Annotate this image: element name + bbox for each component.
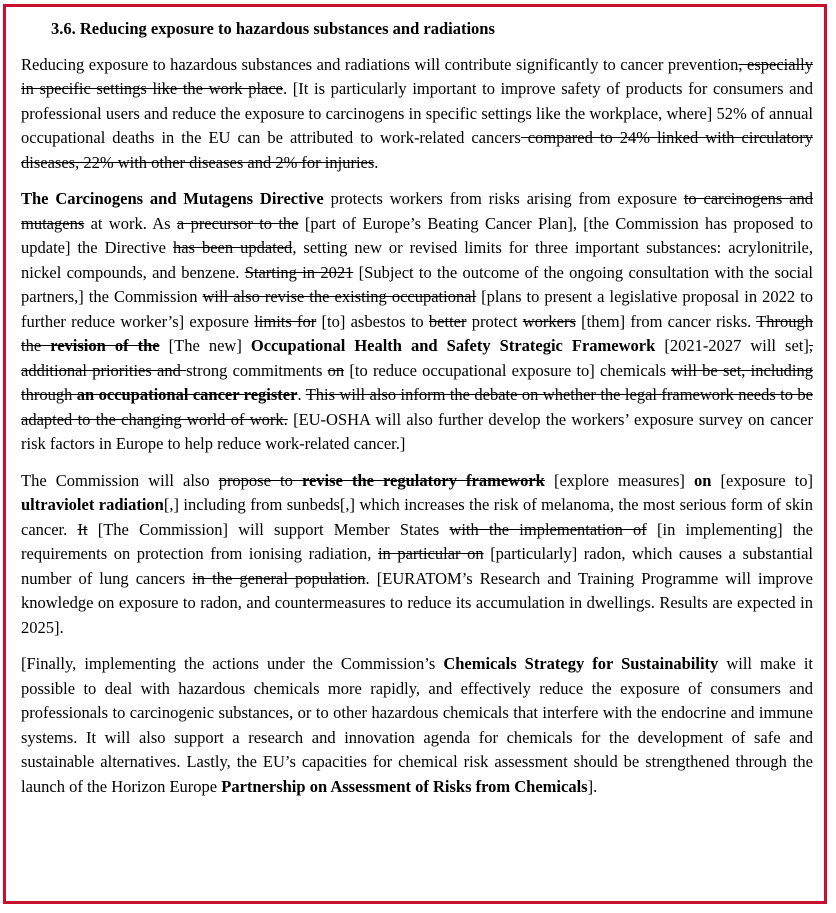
section-heading: 3.6. Reducing exposure to hazardous substances and radiations [51, 19, 495, 38]
text-run: ]. [587, 776, 598, 796]
deleted-text: better [428, 311, 467, 331]
deleted-text: on [327, 360, 345, 380]
deleted-text: has been updated [172, 238, 293, 257]
text-run: [2021-2027 will set] [655, 336, 809, 355]
paragraph [21, 187, 813, 457]
text-run: , setting new or revised limits for three important substances: acrylonitrile, nickel compounds, and benzene. [21, 238, 813, 282]
text-run: [,] including from sunbeds[,] which increases the risk of melanoma, the most serious form of skin cancer. [21, 495, 813, 539]
deleted-text: will be set, including through [21, 360, 813, 404]
text-run: [EU-OSHA will also further develop the workers’ exposure survey on cancer risk factors in Europe to help reduce work-related cancer.] [21, 409, 813, 453]
text-run: . [374, 152, 379, 172]
deleted-text: in the general population [192, 568, 366, 588]
deleted-text: , additional priorities and [21, 336, 813, 380]
text-run: The Commission will also [21, 470, 219, 490]
text-run: . [297, 385, 306, 404]
bold-text: The Carcinogens and Mutagens Directive [21, 189, 324, 208]
document-frame [3, 4, 827, 904]
section-body [21, 53, 813, 800]
deleted-text: with the implementation of [449, 519, 647, 539]
text-run: protects workers from risks arising from exposure [323, 189, 684, 208]
bold-text: Partnership on Assessment of Risks from Chemicals [221, 776, 588, 796]
paragraph [21, 53, 813, 176]
deleted-text: in particular on [377, 544, 484, 563]
deleted-text: will also revise the existing occupational [202, 287, 477, 306]
text-run: strong commitments [186, 360, 328, 380]
deleted-bold-text: revise the regulatory framework [301, 470, 545, 490]
paragraph [21, 469, 813, 641]
deleted-text: Through the [21, 311, 814, 355]
text-run: will make it possible to deal with hazardous chemicals more rapidly, and effectively reduce the exposure of consumers and professionals to carcinogenic substances, or to other hazardous chemicals that interfere with the endocrine and immune systems. It will also support a research and innovation agenda for chemicals for the development of safe and sustainable alternatives. Lastly, the EU’s capacities for chemical risk assessment should be strengthened through the launch of the Horizon Europe [21, 654, 813, 796]
deleted-bold-text: an occupational cancer register [76, 385, 298, 404]
bold-text: ultraviolet radiation [21, 495, 164, 514]
deleted-text: workers [522, 311, 576, 331]
text-run: [in implementing] the requirements on protection from ionising radiation, [21, 519, 813, 563]
text-run: [plans to present a legislative proposal in 2022 to further reduce worker’s] exposure [21, 287, 814, 331]
deleted-text: , especially in specific settings like the work place [21, 54, 813, 98]
document-content [21, 17, 813, 811]
deleted-text: It [77, 519, 88, 539]
text-run: protect [466, 311, 523, 331]
text-run: [Subject to the outcome of the ongoing consultation with the social partners,] the Commission [21, 262, 813, 306]
text-run: at work. As [84, 213, 177, 233]
bold-text: Occupational Health and Safety Strategic Framework [250, 336, 656, 355]
deleted-text: to carcinogens and mutagens [21, 189, 814, 233]
text-run: [to] asbestos to [316, 311, 429, 331]
text-run: Reducing exposure to hazardous substances and radiations will contribute significantly to cancer prevention [21, 54, 739, 74]
text-run: [to reduce occupational exposure to] chemicals [344, 360, 672, 380]
text-run: [Finally, implementing the actions under the Commission’s [21, 654, 444, 673]
bold-text: Chemicals Strategy for Sustainability [443, 654, 719, 673]
deleted-text: limits for [254, 311, 317, 331]
deleted-bold-text: revision of the [50, 336, 160, 355]
bold-text: on [693, 470, 712, 490]
text-run: . [EURATOM’s Research and Training Programme will improve knowledge on exposure to radon, and countermeasures to reduce its accumulation in dwellings. Results are expected in 2025]. [21, 568, 813, 637]
text-run: [explore measures] [544, 470, 694, 490]
deleted-text: Starting in 2021 [244, 262, 354, 282]
text-run: [exposure to] [711, 470, 813, 490]
paragraph [21, 652, 813, 799]
deleted-text: compared to 24% linked with circulatory diseases, 22% with other diseases and 2% for injuries [21, 128, 814, 172]
text-run: [The Commission] will support Member States [87, 519, 450, 539]
text-run: [The new] [159, 336, 251, 355]
deleted-text: This will also inform the debate on whether the legal framework needs to be adapted to the changing world of work. [21, 385, 813, 429]
text-run: [part of Europe’s Beating Cancer Plan], [the Commission has proposed to update] the Directive [21, 213, 814, 257]
text-run: [particularly] radon, which causes a substantial number of lung cancers [21, 544, 814, 588]
deleted-text: propose to [218, 470, 302, 490]
text-run: [them] from cancer risks. [575, 311, 757, 331]
deleted-text: a precursor to the [176, 213, 299, 233]
text-run: . [It is particularly important to improve safety of products for consumers and professional users and reduce the exposure to carcinogens in specific settings like the workplace, where] 52% of annual occupational deaths in the EU can be attributed to work-related cancers [21, 79, 813, 147]
